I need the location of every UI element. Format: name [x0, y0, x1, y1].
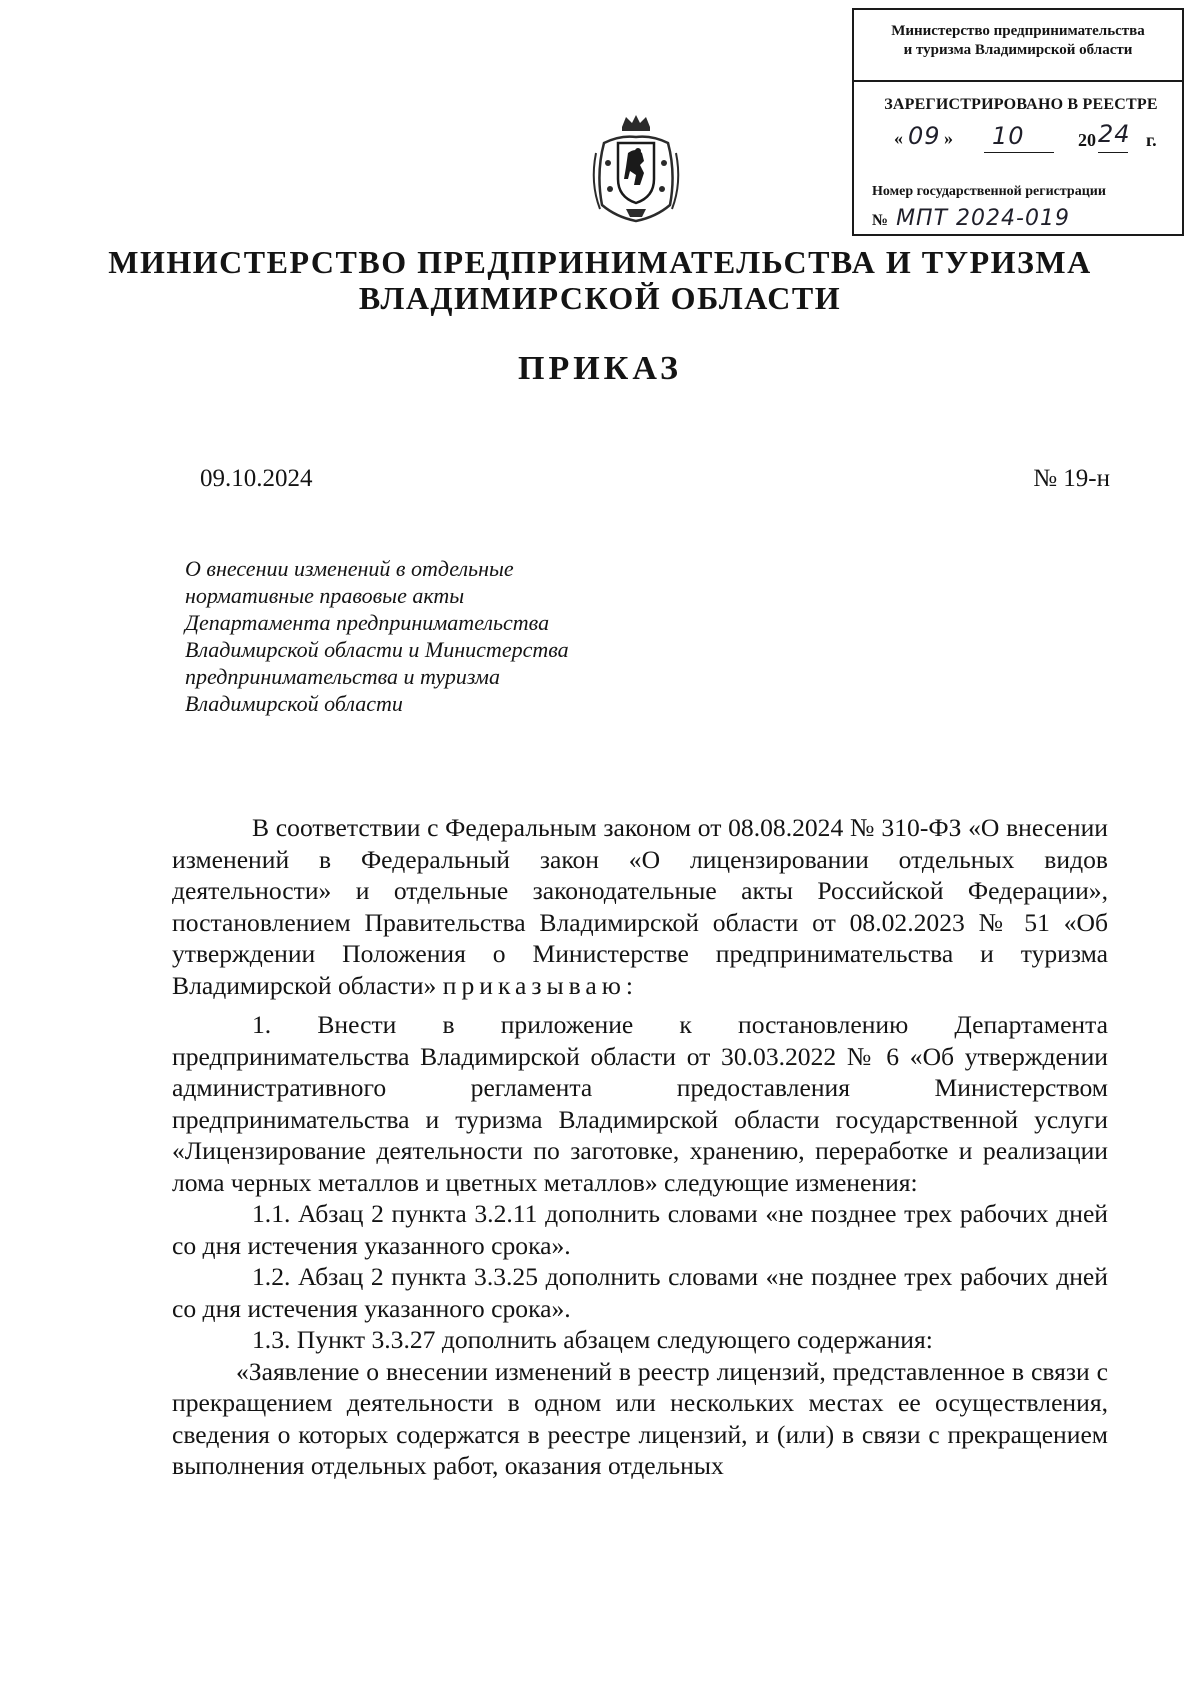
handwritten-year: 24 [1098, 120, 1131, 148]
subject-line: Владимирской области и Министерства [185, 637, 569, 662]
stamp-registration-number: № МПТ 2024-019 [872, 206, 1070, 231]
vladimir-oblast-coat-of-arms-icon [586, 113, 686, 223]
quoted-amendment-paragraph: «Заявление о внесении изменений в реестр лицензий, представленное в связи с прекращением деятельности в одном или нескольких местах ее осуществления, сведения о которых содержатся в реестре лицензий, и (или) в связи с прекращением выполнения отдельных работ, оказания отдельных [172, 1356, 1108, 1480]
subject-line: Департамента предпринимательства [185, 610, 550, 635]
preamble-paragraph: В соответствии с Федеральным законом от 08.08.2024 № 310-ФЗ «О внесении изменений в Федеральный закон «О лицензировании отдельных видов деятельности» и отдельные законодательные акты Российской Федерации», постановлением Правительства Владимирской области от 08.02.2023 № 51 «Об утверждении Положения о Министерстве предпринимательства и туризма Владимирской области» приказываю: [172, 813, 1108, 1000]
handwritten-day: 09 [908, 122, 941, 150]
stamp-ministry-name: Министерство предпринимательства и туризма Владимирской области [891, 23, 1145, 58]
clause-1-1-paragraph: 1.1. Абзац 2 пункта 3.2.11 дополнить словами «не позднее трех рабочих дней со дня истечения указанного срока». [172, 1199, 1108, 1260]
stamp-registered-label: ЗАРЕГИСТРИРОВАНО В РЕЕСТРЕ [884, 96, 1158, 113]
stamp-registration-date: « 09 » 10 20 24 г. [894, 124, 1174, 156]
stamp-year-underline [1098, 152, 1128, 153]
subject-line: Владимирской области [185, 691, 403, 716]
stamp-month-underline [984, 152, 1054, 153]
handwritten-reg-number: МПТ 2024-019 [896, 206, 1070, 231]
subject-line: нормативные правовые акты [185, 583, 465, 608]
document-number: № 19-н [1033, 465, 1110, 492]
handwritten-month: 10 [992, 122, 1025, 150]
document-body [172, 812, 1108, 1482]
subject-line: О внесении изменений в отдельные [185, 556, 514, 581]
stamp-divider [854, 80, 1182, 82]
clause-1-3-paragraph: 1.3. Пункт 3.3.27 дополнить абзацем следующего содержания: [252, 1325, 933, 1354]
document-type-heading: ПРИКАЗ [518, 350, 682, 387]
clause-1-paragraph: 1. Внести в приложение к постановлению Департамента предпринимательства Владимирской области от 30.03.2022 № 6 «Об утверждении административного регламента предоставления Министерством предпринимательства и туризма Владимирской области государственной услуги «Лицензирование деятельности по заготовке, хранению, переработке и реализации лома черных металлов и цветных металлов» следующие изменения: [172, 1010, 1108, 1197]
order-word: приказываю: [442, 970, 639, 1000]
stamp-reg-underline [900, 234, 1140, 235]
clause-1-2-paragraph: 1.2. Абзац 2 пункта 3.3.25 дополнить словами «не позднее трех рабочих дней со дня истечения указанного срока». [172, 1262, 1108, 1323]
registration-stamp [852, 8, 1184, 236]
document-date: 09.10.2024 [200, 465, 313, 492]
subject-line: предпринимательства и туризма [185, 664, 500, 689]
stamp-registration-number-label: Номер государственной регистрации [872, 184, 1106, 199]
organization-title: МИНИСТЕРСТВО ПРЕДПРИНИМАТЕЛЬСТВА И ТУРИЗМА ВЛАДИМИРСКОЙ ОБЛАСТИ [108, 244, 1092, 316]
document-subject [185, 555, 625, 717]
